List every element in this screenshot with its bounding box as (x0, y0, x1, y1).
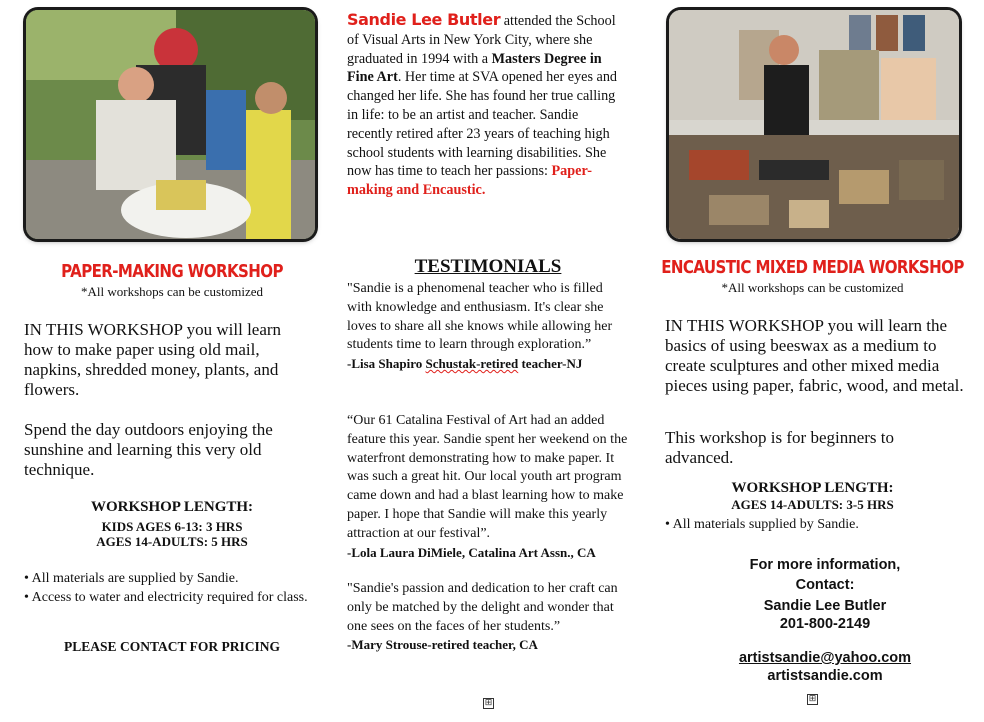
encaustic-levels: This workshop is for beginners to advanced. (665, 428, 895, 467)
contact-website-link[interactable]: artistsandie.com (767, 668, 883, 684)
bullet-water-electricity: • Access to water and electricity required for class. (24, 590, 308, 605)
length-adults-left: AGES 14-ADULTS: 5 HRS (96, 534, 248, 549)
text-frame-handle-icon-right[interactable]: ⊞ (808, 694, 817, 704)
text-frame-handle-icon[interactable]: ⊞ (484, 698, 493, 708)
paper-making-title: PAPER-MAKING WORKSHOP (61, 262, 283, 282)
contact-line-2: Contact: (795, 577, 855, 593)
bullet-materials-left: • All materials are supplied by Sandie. (24, 571, 239, 586)
paper-making-photo (26, 10, 315, 239)
bio-passions: Paper-making and Encaustic. (347, 163, 592, 199)
customize-note-right: *All workshops can be customized (721, 280, 904, 295)
encaustic-description: IN THIS WORKSHOP you will learn the basics of using beeswax as a medium to create sculptures and other mixed media pieces using paper, fabric, wood, and metal. (665, 316, 964, 395)
workshop-length-heading-left: WORKSHOP LENGTH: (90, 499, 254, 515)
artist-name: Sandie Lee Butler (347, 10, 501, 29)
contact-phone: 201-800-2149 (779, 616, 871, 632)
length-adults-right: AGES 14-ADULTS: 3-5 HRS (731, 497, 894, 512)
contact-web (660, 649, 984, 685)
contact-info (660, 555, 984, 595)
testimonial-2-signature: -Lola Laura DiMiele, Catalina Art Assn., CA (347, 544, 596, 560)
bullet-materials-right: • All materials supplied by Sandie. (665, 517, 859, 532)
testimonial-2-quote: “Our 61 Catalina Festival of Art had an added feature this year. Sandie spent her weekend on the waterfront demonstrating how to make paper. It was such a great hit. Our local youth art program came down and had a blast learning how to make paper. I hope that Sandie will make this yearly attraction at our festival”. (347, 413, 628, 541)
pricing-note: PLEASE CONTACT FOR PRICING (64, 639, 280, 654)
testimonial-1-signature: -Lisa Shapiro Schustak-retired teacher-NJ (347, 356, 583, 372)
bio-degree: Masters Degree in Fine Art (347, 50, 602, 86)
bio-text-2: . Her time at SVA opened her eyes and changed her life. She has found her true calling in life: to be an artist and teacher. Sandie recently retired after 23 years of teaching high school students with learning disabilities. She now has time to teach her passions: (347, 69, 618, 180)
artist-bio (347, 11, 625, 200)
contact-name: Sandie Lee Butler (763, 598, 887, 614)
encaustic-title: ENCAUSTIC MIXED MEDIA WORKSHOP (661, 258, 964, 278)
encaustic-photo (669, 10, 959, 239)
testimonial-1 (347, 280, 629, 374)
testimonial-3-quote: "Sandie's passion and dedication to her craft can only be matched by the delight and wonder that one sees on the faces of her students.” (347, 581, 618, 634)
contact-line-1: For more information, (749, 557, 901, 573)
bio-text-1: attended the School of Visual Arts in New York City, where she graduated in 1994 with a (347, 13, 616, 67)
customize-note-left: *All workshops can be customized (81, 284, 263, 299)
testimonials-heading: TESTIMONIALS (414, 256, 562, 277)
contact-details (660, 597, 984, 633)
testimonial-2 (347, 412, 629, 562)
testimonial-3-signature: -Mary Strouse-retired teacher, CA (347, 637, 538, 653)
contact-email-link[interactable]: artistsandie@yahoo.com (738, 650, 912, 666)
paper-making-description: IN THIS WORKSHOP you will learn how to make paper using old mail, napkins, shredded money, plants, and flowers. (24, 320, 282, 399)
length-kids: KIDS AGES 6-13: 3 HRS (101, 519, 243, 534)
workshop-length-heading-right: WORKSHOP LENGTH: (731, 480, 894, 496)
testimonial-1-quote: "Sandie is a phenomenal teacher who is filled with knowledge and enthusiasm. It's clear she loves to share all she knows while allowing her students time to learn through exploration.” (347, 281, 613, 353)
testimonial-3 (347, 580, 629, 655)
paper-making-outdoors-text: Spend the day outdoors enjoying the sunshine and learning this very old technique. (24, 420, 273, 479)
